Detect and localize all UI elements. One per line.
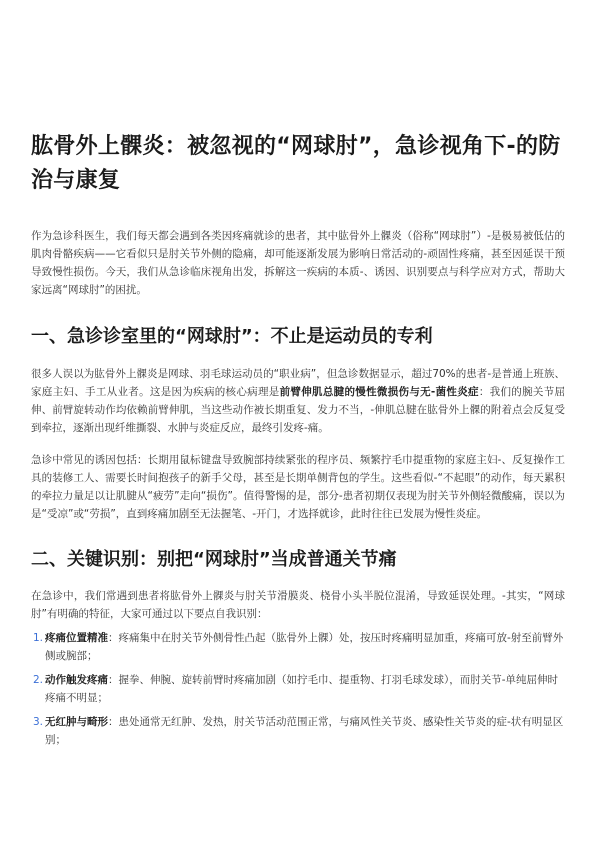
section-1-paragraph-2: 急诊中常见的诱因包括：长期用鼠标键盘导致腕部持续紧张的程序员、频繁拧毛巾提重物的家庭主妇-、反复操作工具的装修工人、需要长时间抱孩子的新手父母，甚至是长期单侧背包的学生。这些看似-“不起眼”的动作，每天累积的牵拉力量足以让肌腱从“疲劳”走向“损伤”。值得警惕的是，部分-患者初期仅表现为肘关节外侧轻微酸痛，误以为是“受凉”或“劳损”，直到疼痛加剧至无法握笔、-开门，才选择就诊，此时往往已发展为慢性炎症。 [31,454,565,520]
article-title: 肱骨外上髁炎：被忽视的“网球肘”，急诊视角下-的防治与康复 [31,134,561,193]
list-item-label: 无红肿与畸形 [45,716,108,728]
list-item-text: ：患处通常无红肿、发热，肘关节活动范围正常，与痛风性关节炎、感染性关节炎的症-状有明显区别； [45,716,564,746]
paragraph-text: ：我们的腕关节屈伸、前臂旋转动作均依赖前臂伸肌，当这些动作被长期重复、发力不当，-伸肌总腱在肱骨外上髁的附着点会反复受到牵拉，逐渐出现纤维撕裂、水肿与炎症反应，最终引发疼-痛。 [31,386,566,434]
list-item [31,629,565,665]
section-2-heading: 二、关键识别：别把“网球肘”当成普通关节痛 [31,549,397,570]
section-1-paragraph-1 [31,365,565,437]
section-2-paragraph-1: 在急诊中，我们常遇到患者将肱骨外上髁炎与肘关节滑膜炎、桡骨小头半脱位混淆，导致延误处理。-其实，“网球肘”有明确的特征，大家可通过以下要点自我识别： [31,590,565,620]
list-item-text: ：疼痛集中在肘关节外侧骨性凸起（肱骨外上髁）处，按压时疼痛明显加重，疼痛可放-射至前臂外侧或腕部； [45,632,564,662]
list-item-label: 疼痛位置精准 [45,632,108,644]
article [31,130,565,755]
section-1-heading: 一、急诊诊室里的“网球肘”：不止是运动员的专利 [31,326,433,347]
list-item-label: 动作触发疼痛 [45,674,108,686]
list-item [31,671,565,707]
bold-emphasis: 前臂伸肌总腱的慢性微损伤与无-菌性炎症 [279,386,479,398]
list-number: 3. [33,716,44,728]
list-number: 2. [33,674,44,686]
list-item [31,713,565,749]
symptom-list [31,629,565,749]
list-item-text: ：握拳、伸腕、旋转前臂时疼痛加剧（如拧毛巾、提重物、打羽毛球发球），而肘关节-单纯屈伸时疼痛不明显； [45,674,559,704]
paragraph-text: 很多人误以为肱骨外上髁炎是网球、羽毛球运动员的“职业病”，但急诊数据显示，超过70%的患者-是普通上班族、家庭主妇、手工从业者。这是因为疾病的核心病理是 [31,368,565,398]
list-number: 1. [33,632,44,644]
intro-paragraph: 作为急诊科医生，我们每天都会遇到各类因疼痛就诊的患者，其中肱骨外上髁炎（俗称“网球肘”）-是极易被低估的肌肉骨骼疾病——它看似只是肘关节外侧的隐痛，却可能逐渐发展为影响日常活动的-顽固性疼痛，甚至因延误干预导致慢性损伤。今天，我们从急诊临床视角出发，拆解这一疾病的本质-、诱因、识别要点与科学应对方式，帮助大家远离“网球肘”的困扰。 [31,230,565,296]
